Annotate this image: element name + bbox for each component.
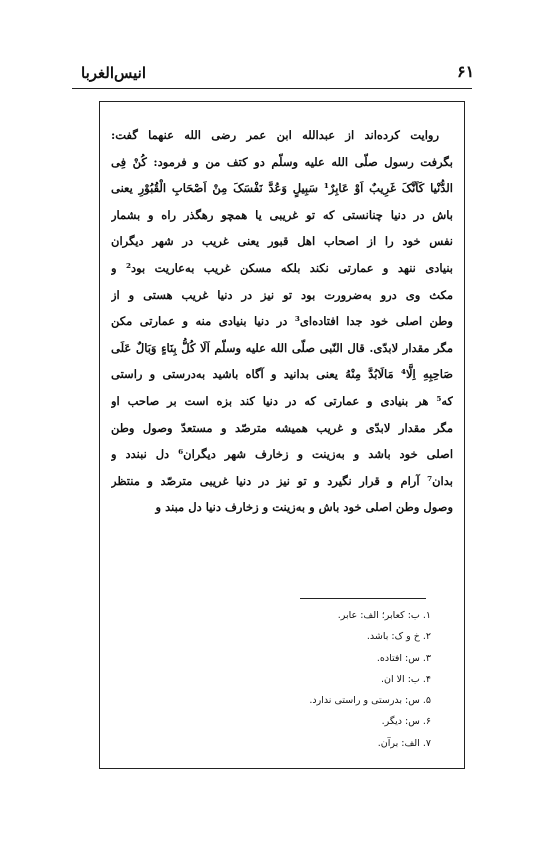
body-line: که⁵ هر بنیادی و عمارتی که در دنیا کند بزه است بر صاحب او	[111, 393, 453, 408]
page-number: ۶۱	[457, 62, 475, 81]
footnote: ۱. ب: کعابر؛ الف: عابر.	[337, 610, 431, 621]
body-line: صَاحِبِهِ اِلَّا⁴ مَالَابُدَّ مِنْهُ یعنی بدانید و آگاه باشید به‌درستی و راستی	[111, 367, 453, 382]
body-line: مکث وی درو به‌ضرورت بود تو نیز در دنیا غریب هستی و از	[111, 287, 453, 302]
footnote: ۲. خ و ک: باشد.	[366, 631, 431, 643]
running-title: انیس‌الغربا	[81, 64, 146, 82]
body-line: مگر مقدار لابدّی و غریب همیشه مترصّد و مستعدّ وصول وطن	[111, 420, 453, 435]
footnotes	[131, 605, 431, 754]
body-line: مگر مقدار لابدّی. قال النّبی صلّی الله علیه وسلّم اَلَا کُلُّ بِنَاءٍ وَبَالٌ عَلَی	[111, 340, 453, 355]
body-text	[111, 122, 453, 521]
footnote: ۷. الف: برآن.	[377, 737, 431, 749]
body-line: روایت کرده‌اند از عبدالله ابن عمر رضی الله عنهما گفت:	[111, 128, 439, 142]
body-line: نفس خود را از اصحاب اهل قبور یعنی غریب در شهر دیگران	[111, 234, 453, 249]
body-line: باش در دنیا چنانستی که تو غریبی یا همچو رهگذر راه و بشمار	[111, 207, 453, 222]
body-line: وطن اصلی خود جدا افتاده‌ای³ در دنیا بنیادی منه و عمارتی مکن	[111, 314, 453, 329]
body-line: اصلی خود باشد و به‌زینت و زخارف شهر دیگران⁶ دل نبندد و	[111, 447, 453, 462]
body-line: وصول وطن اصلی خود باش و به‌زینت و زخارف دنیا دل مبند و	[155, 500, 453, 515]
header-rule	[72, 88, 472, 89]
footnote-rule	[300, 598, 426, 599]
body-line: الدُّنْیا کَاَنَّکَ غَرِیبٌ اَوْ عَابِرٌ¹ سَبِیلٍ وَعُدَّ نَفْسَکَ مِنْ اَصْحَابِ الْقُبُوْرِ یعنی	[111, 181, 453, 196]
footnote: ۴. ب: الا ان.	[380, 673, 431, 685]
footnote: ۵. س: بدرستی و راستی ندارد.	[309, 695, 431, 707]
body-line: بدان⁷ آرام و قرار نگیرد و تو نیز در دنیا غریبی مترصّد و منتظر	[111, 473, 453, 488]
footnote: ۶. س: دیگر.	[381, 716, 431, 728]
body-line: بگرفت رسول صلّی الله علیه وسلّم دو کتف من و فرمود: کُنْ فِی	[111, 154, 453, 169]
footnote: ۳. س: افتاده.	[376, 652, 431, 664]
body-line: بنیادی ننهد و عمارتی نکند بلکه مسکن غریب به‌عاریت بود² و	[111, 260, 453, 275]
